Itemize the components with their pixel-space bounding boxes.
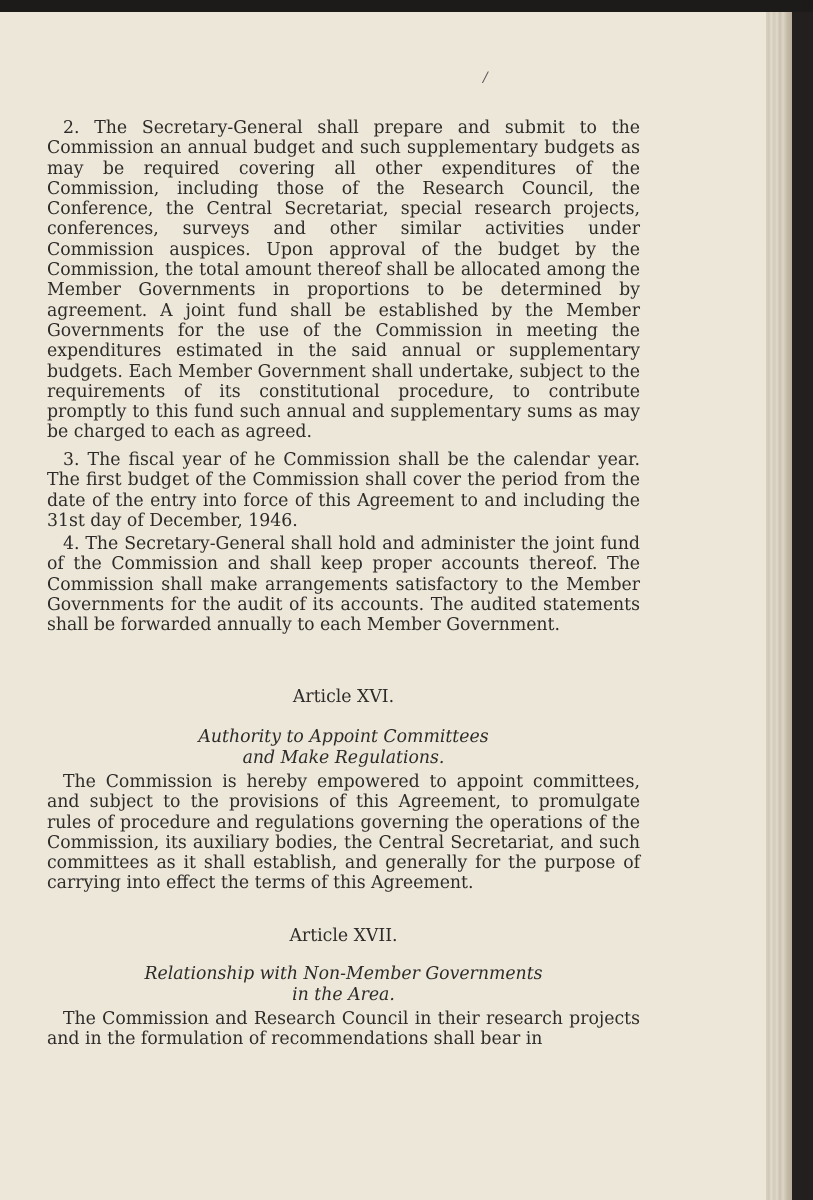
- article-16-subtitle-line-2: and Make Regulations.: [242, 747, 445, 768]
- paragraph-3: 3. The fiscal year of he Commission shall be the calendar year. The first budget of the Commission shall cover the period from the date of the entry into force of this Agreement to and including the 31st day of December, 1946.: [47, 450, 640, 531]
- book-page-stack: [766, 12, 792, 1200]
- paragraph-2-block: [47, 118, 640, 443]
- article-16-subtitle: [47, 727, 640, 768]
- margin-mark: /: [483, 70, 488, 86]
- scan-top-edge: [0, 0, 813, 12]
- article-16-body-block: [47, 772, 640, 894]
- article-17-heading: Article XVII.: [289, 926, 398, 946]
- article-16-body: The Commission is hereby empowered to appoint committees, and subject to the provisions of this Agreement, to promulgate rules of procedure and regulations governing the operations of the Commission, its auxiliary bodies, the Central Secretariat, and such committees as it shall establish, and generally for the purpose of carrying into effect the terms of this Agreement.: [47, 772, 640, 894]
- document-page: [0, 12, 766, 1200]
- article-17-subtitle: [47, 964, 640, 1005]
- paragraph-2: 2. The Secretary-General shall prepare and submit to the Commission an annual budget and such supplementary budgets as may be required covering all other expenditures of the Commission, including those of the Research Council, the Conference, the Central Secretariat, special research projects, conferences, surveys and other similar activities under Commission auspices. Upon approval of the budget by the Commission, the total amount thereof shall be allocated among the Member Governments in proportions to be determined by agreement. A joint fund shall be established by the Member Governments for the use of the Commission in meeting the expenditures estimated in the said annual or supplementary budgets. Each Member Government shall undertake, subject to the requirements of its constitutional procedure, to contribute promptly to this fund such annual and supplementary sums as may be charged to each as agreed.: [47, 118, 640, 443]
- article-17-subtitle-line-2: in the Area.: [292, 984, 395, 1005]
- paragraph-4: 4. The Secretary-General shall hold and administer the joint fund of the Commission and shall keep proper accounts thereof. The Commission shall make arrangements satisfactory to the Member Governments for the audit of its accounts. The audited statements shall be forwarded annually to each Member Government.: [47, 534, 640, 636]
- paragraph-4-block: [47, 534, 640, 635]
- article-17-body: The Commission and Research Council in their research projects and in the formulation of recommendations shall bear in: [47, 1009, 640, 1050]
- article-17-body-block: [47, 1009, 640, 1050]
- scan-right-edge: [792, 12, 813, 1200]
- article-17-subtitle-line-1: Relationship with Non-Member Governments: [144, 964, 543, 984]
- article-16-heading: Article XVI.: [292, 687, 395, 707]
- paragraph-3-block: [47, 450, 640, 531]
- article-16-subtitle-line-1: Authority to Appoint Committees: [198, 727, 489, 747]
